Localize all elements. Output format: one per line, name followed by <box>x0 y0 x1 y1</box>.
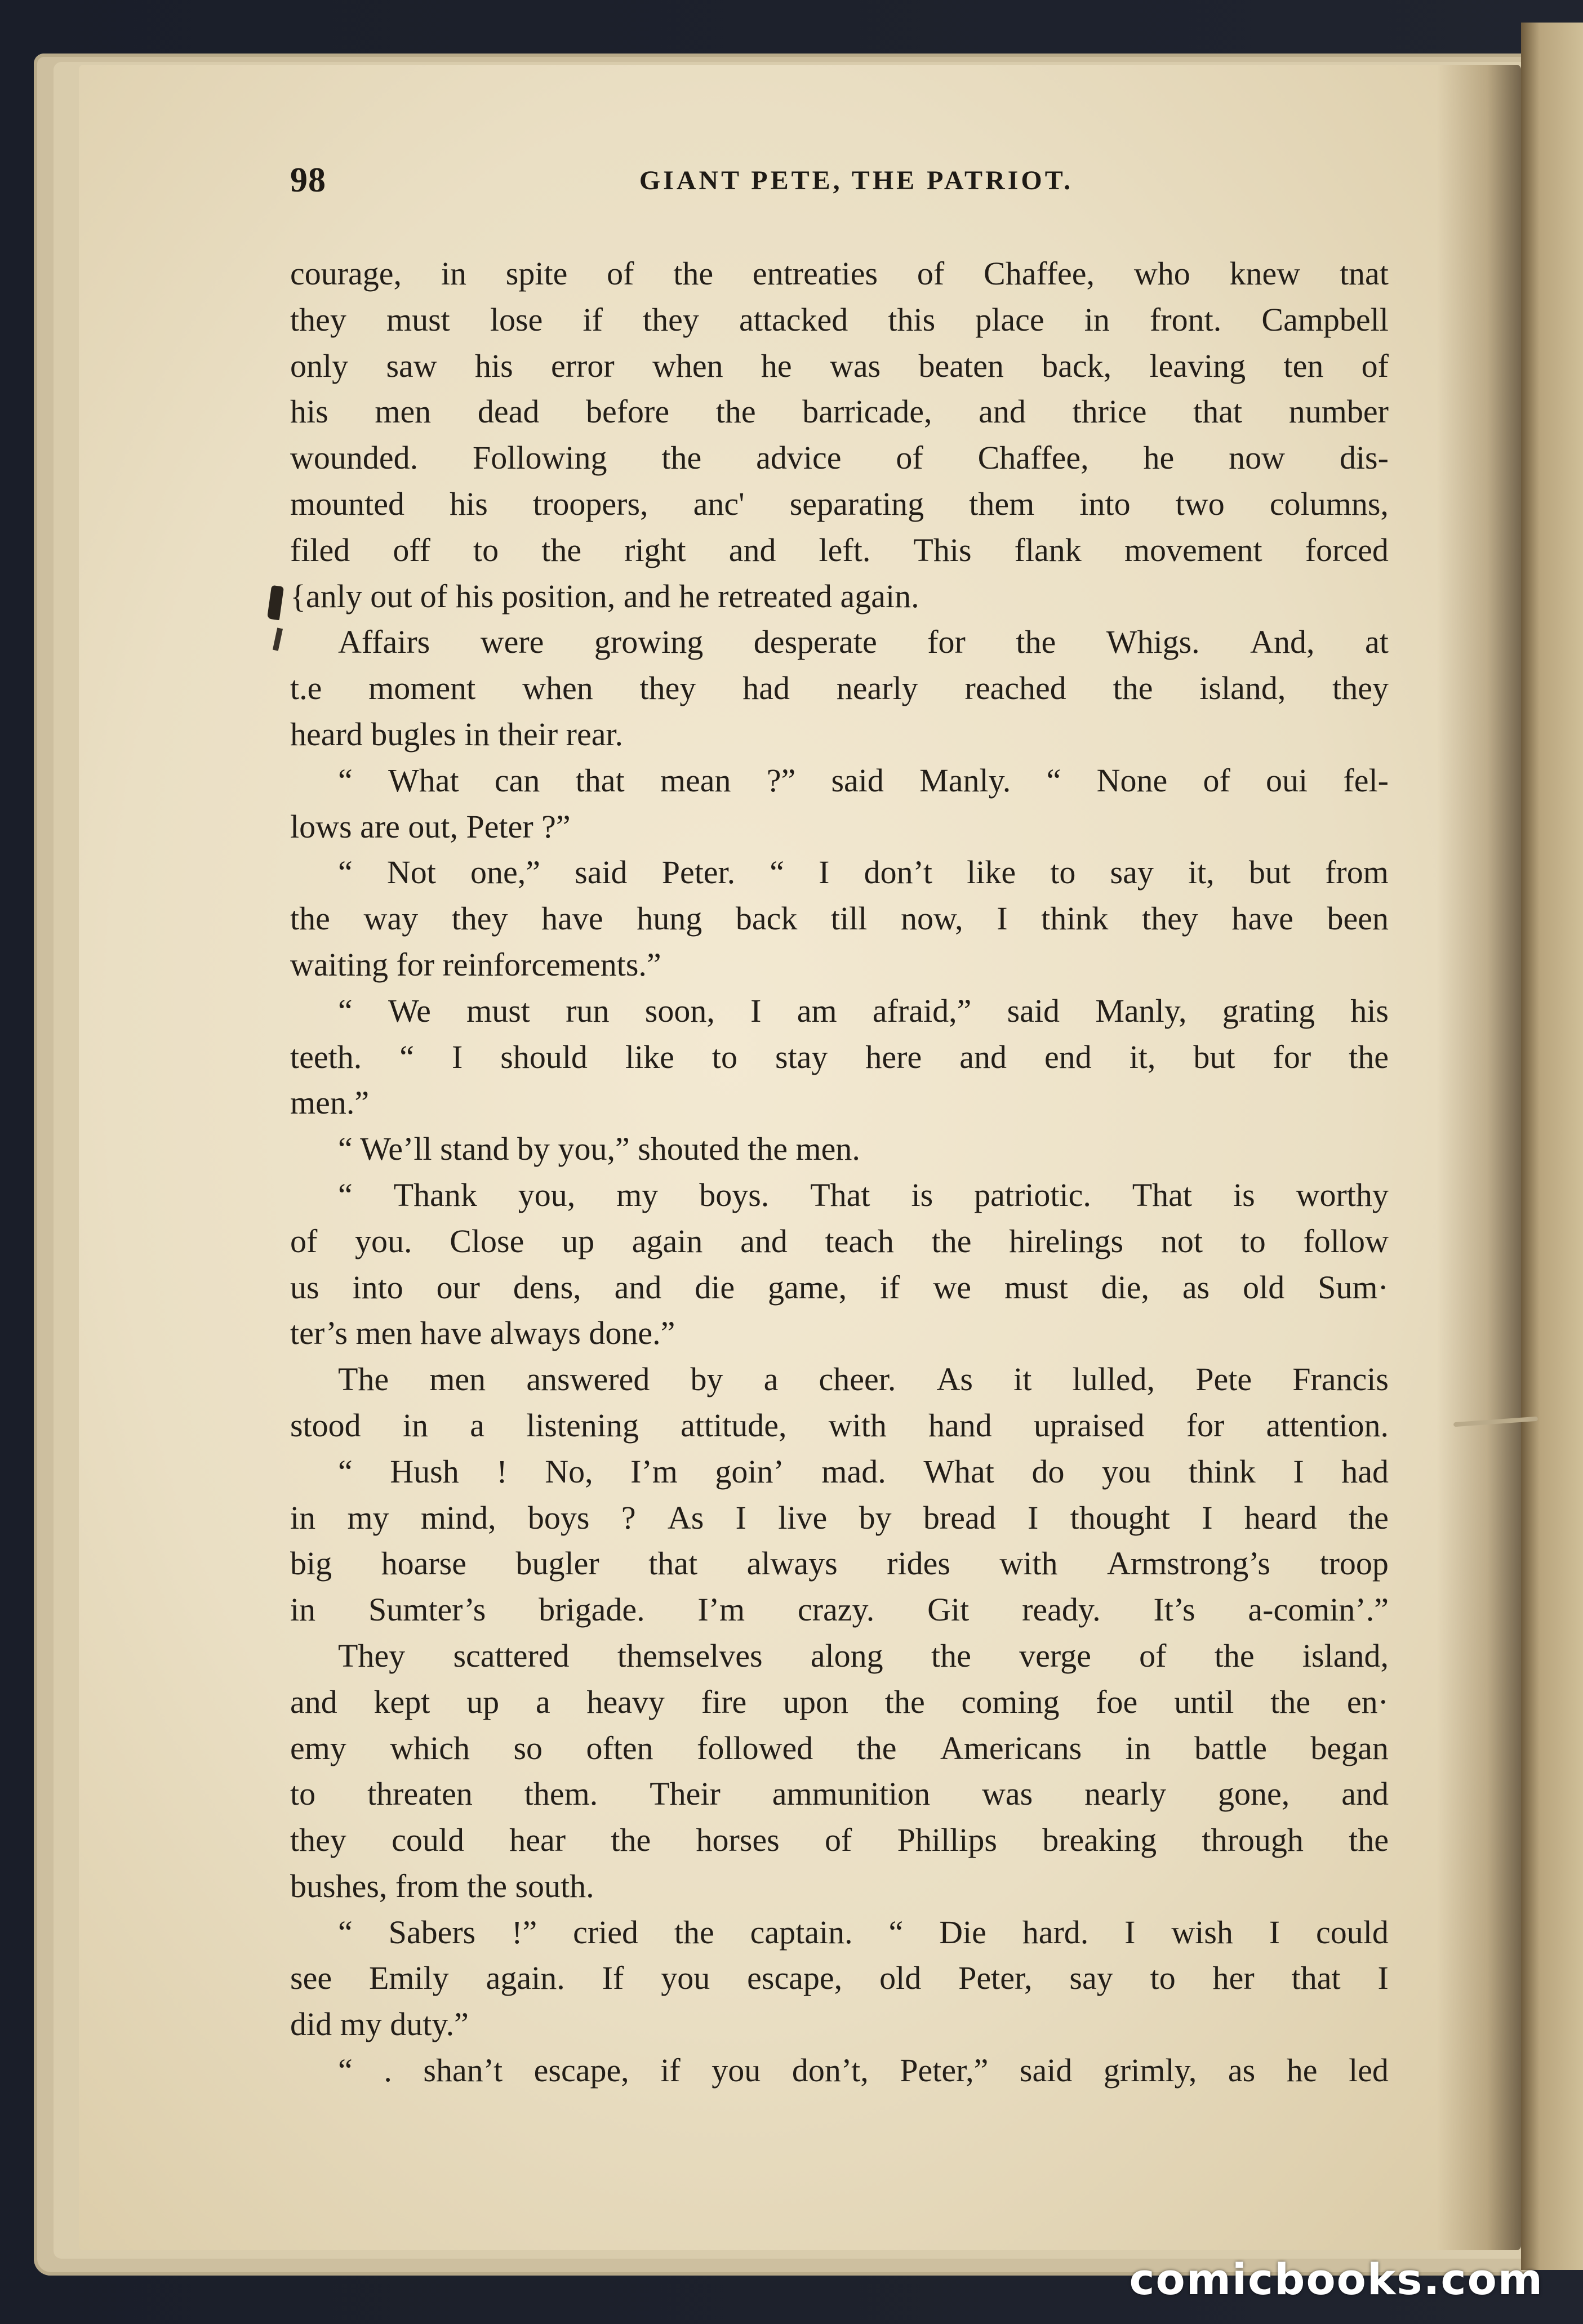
watermark-logo: comicbooks.com <box>1129 2254 1544 2304</box>
text-line: wounded. Following the advice of Chaffee, he now dis- <box>290 439 1389 477</box>
text-line: “ . shan’t escape, if you don’t, Peter,” said grimly, as he led <box>338 2052 1389 2089</box>
text-line: “ Thank you, my boys. That is patriotic. That is worthy <box>338 1176 1389 1213</box>
text-line: “ We’ll stand by you,” shouted the men. <box>338 1130 860 1168</box>
text-line: stood in a listening attitude, with hand upraised for attention. <box>290 1406 1389 1444</box>
text-line: ter’s men have always done.” <box>290 1315 675 1352</box>
text-line: see Emily again. If you escape, old Peter, say to her that I <box>290 1960 1389 1997</box>
text-line: of you. Close up again and teach the hirelings not to follow <box>290 1222 1389 1259</box>
text-line: bushes, from the south. <box>290 1867 594 1904</box>
text-line: they could hear the horses of Phillips breaking through the <box>290 1822 1389 1859</box>
book-title: GIANT PETE, THE PATRIOT. <box>639 166 1074 195</box>
text-line: Affairs were growing desperate for the Whigs. And, at <box>338 624 1389 661</box>
text-line: and kept up a heavy fire upon the coming foe until the en· <box>290 1683 1389 1720</box>
text-line: “ What can that mean ?” said Manly. “ None of oui fel- <box>338 762 1389 799</box>
page-gutter-shadow <box>1437 65 1521 2250</box>
text-line: only saw his error when he was beaten back, leaving ten of <box>290 347 1389 384</box>
text-line: The men answered by a cheer. As it lulled, Pete Francis <box>338 1361 1389 1398</box>
text-line: us into our dens, and die game, if we must die, as old Sum· <box>290 1268 1389 1306</box>
text-line: “ Sabers !” cried the captain. “ Die hard. I wish I could <box>338 1913 1389 1951</box>
text-line: lows are out, Peter ?” <box>290 808 571 845</box>
text-line: waiting for reinforcements.” <box>290 946 661 983</box>
text-line: in my mind, boys ? As I live by bread I thought I heard the <box>290 1499 1389 1536</box>
text-line: emy which so often followed the Americans in battle began <box>290 1729 1389 1766</box>
text-line: big hoarse bugler that always rides with Armstrong’s troop <box>290 1545 1389 1582</box>
facing-page-edge <box>1521 23 1583 2270</box>
text-line: “ Hush ! No, I’m goin’ mad. What do you think I had <box>338 1453 1389 1490</box>
text-line: in Sumter’s brigade. I’m crazy. Git ready. It’s a-comin’.” <box>290 1591 1389 1628</box>
text-line: did my duty.” <box>290 2006 469 2043</box>
text-line: to threaten them. Their ammunition was nearly gone, and <box>290 1775 1389 1813</box>
text-line: heard bugles in their rear. <box>290 715 624 753</box>
body-text <box>290 251 1389 2094</box>
text-line: teeth. “ I should like to stay here and end it, but for the <box>290 1038 1389 1075</box>
text-line: They scattered themselves along the verge of the island, <box>338 1637 1389 1674</box>
text-line: they must lose if they attacked this place in front. Campbell <box>290 301 1389 338</box>
text-line: “ Not one,” said Peter. “ I don’t like to say it, but from <box>338 854 1389 891</box>
text-line: {anly out of his position, and he retreated again. <box>290 577 919 615</box>
text-line: filed off to the right and left. This flank movement forced <box>290 531 1389 568</box>
page-number: 98 <box>290 161 326 199</box>
text-line: t.e moment when they had nearly reached the island, they <box>290 670 1389 707</box>
text-line: “ We must run soon, I am afraid,” said Manly, grating his <box>338 992 1389 1029</box>
text-line: mounted his troopers, anc' separating them into two columns, <box>290 485 1389 522</box>
text-line: courage, in spite of the entreaties of Chaffee, who knew tnat <box>290 255 1389 292</box>
text-line: his men dead before the barricade, and thrice that number <box>290 393 1389 430</box>
text-line: the way they have hung back till now, I think they have been <box>290 900 1389 937</box>
running-head <box>290 161 1389 211</box>
text-line: men.” <box>290 1084 370 1121</box>
